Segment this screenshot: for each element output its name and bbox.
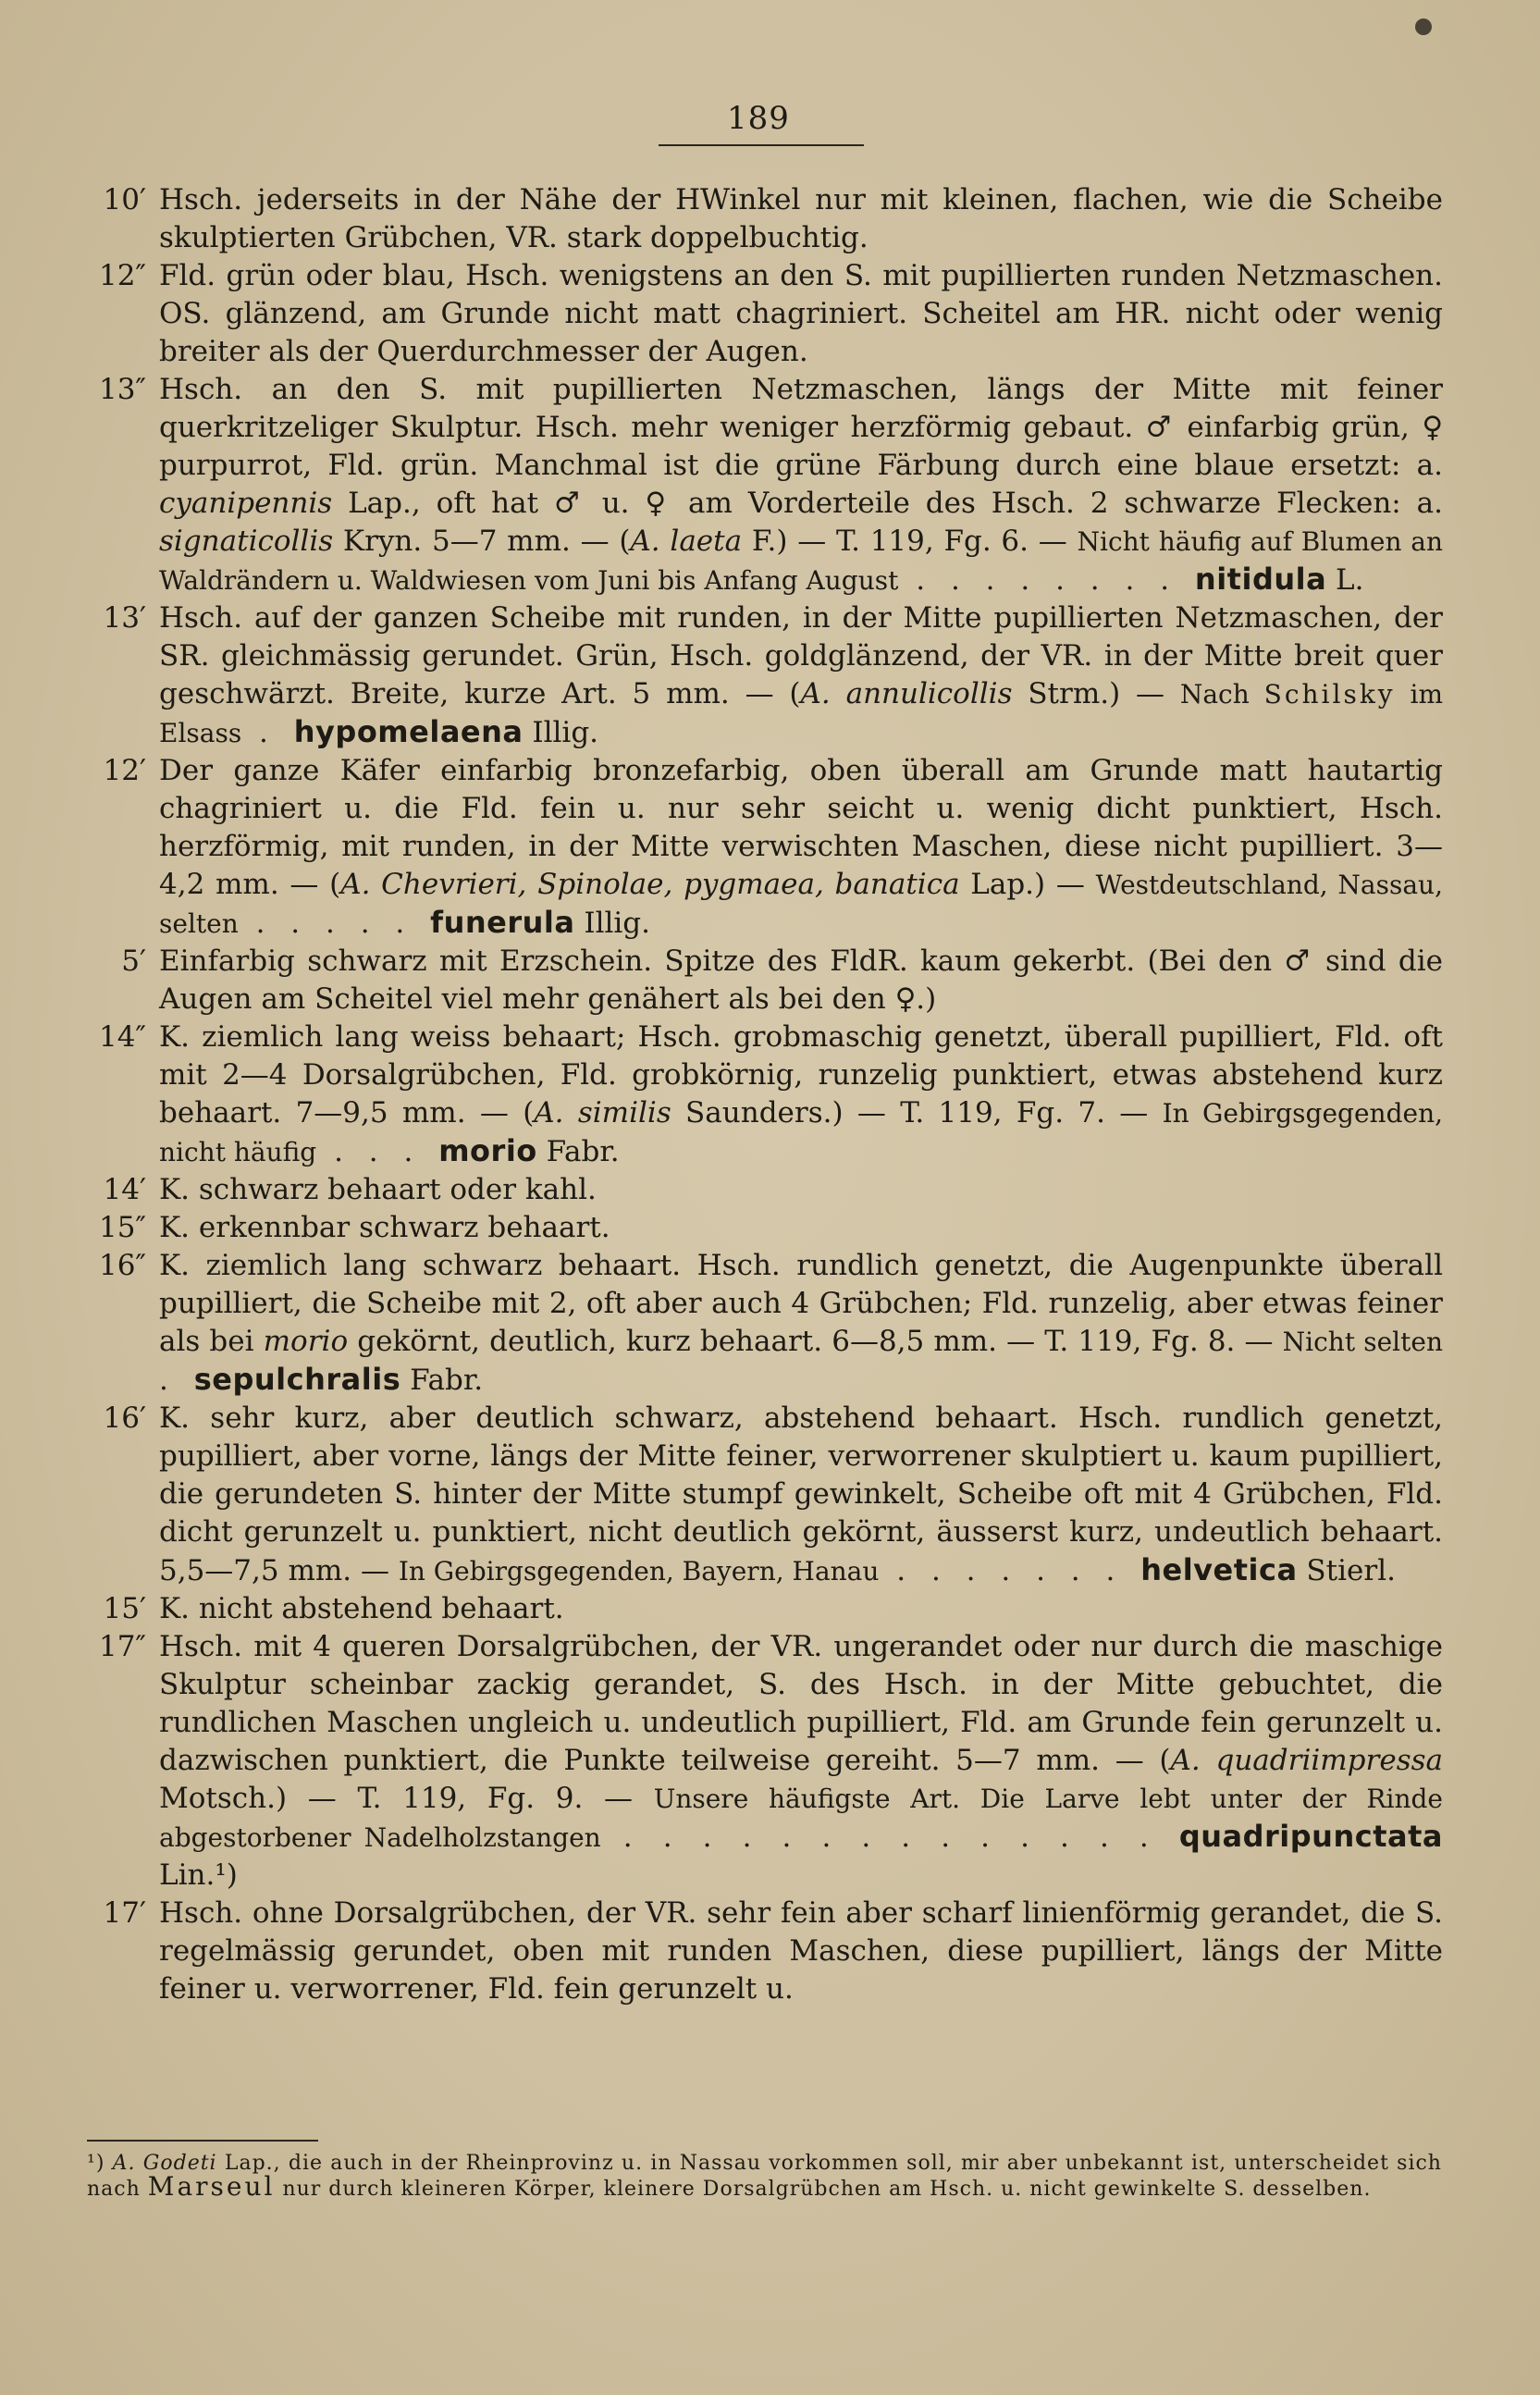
entry-text: Fabr. <box>400 1364 484 1397</box>
entry-text: Hsch. auf der ganzen Scheibe mit runden, in der Mitte pupillierten Netzmaschen, der SR. gleichmässig gerundet. Grün, Hsch. goldglänzend, der VR. in der Mitte breit quer geschwärzt. Breite, kurze Art. 5 mm. — ( <box>159 601 1443 710</box>
entry-text: Der ganze Käfer einfarbig bronzefarbig, oben überall am Grunde matt hautartig chagriniert u. die Fld. fein u. nur sehr seicht u. wenig dicht punktiert, Hsch. herzförmig, mit runden, in der Mitte verwischten Maschen, diese nicht pupilliert. 3—4,2 mm. — ( <box>159 754 1443 901</box>
leader-dots: . . . <box>316 1135 439 1168</box>
key-entry <box>74 1247 1443 1400</box>
entry-number: 14″ <box>98 1020 146 1054</box>
taxon-name: morio <box>263 1325 349 1358</box>
key-entry <box>74 1171 1443 1209</box>
leader-dots: . <box>159 1364 194 1397</box>
entry-text: ¹) <box>87 2152 113 2175</box>
species-name: hypomelaena <box>293 714 524 749</box>
key-entry <box>74 1628 1443 1895</box>
entry-text: K. sehr kurz, aber deutlich schwarz, abstehend behaart. Hsch. rundlich genetzt, pupilliert, aber vorne, längs der Mitte feiner, verworrener skulptiert u. kaum pupilliert, die gerundeten S. hinter der Mitte stumpf gewinkelt, Scheibe oft mit 4 Grübchen, Fld. dicht gerunzelt u. punktiert, nicht deutlich gekörnt, äusserst kurz, undeutlich behaart. 5,5—7,5 mm. — <box>159 1401 1443 1587</box>
taxon-name: A. annulicollis <box>800 677 1013 710</box>
locality-text: Nach <box>1179 679 1264 710</box>
key-entry <box>74 1018 1443 1171</box>
entry-number: 14′ <box>103 1173 146 1206</box>
entry-text: Kryn. 5—7 mm. — ( <box>333 525 631 558</box>
entry-number: 15′ <box>103 1592 146 1625</box>
locality-text: Nicht häufig auf Blumen an Waldrändern u. Waldwiesen vom Juni bis Anfang August <box>159 526 1443 596</box>
entry-text: Lap., die auch in der Rheinprovinz u. in Nassau vorkommen soll, mir aber unbekannt ist, unterscheidet sich nach <box>87 2152 1442 2201</box>
entry-text: Saunders.) — T. 119, Fg. 7. — <box>671 1096 1163 1130</box>
locality-text: Westdeutschland, Nassau, selten <box>159 870 1443 939</box>
locality-text: im Elsass <box>159 679 1444 748</box>
taxon-name: A. Chevrieri, Spinolae, pygmaea, banatica <box>340 868 960 901</box>
entry-number: 12″ <box>98 259 146 292</box>
entry-text: Einfarbig schwarz mit Erzschein. Spitze des FldR. kaum gekerbt. (Bei den ♂ sind die Augen am Scheitel viel mehr genähert als bei den ♀.) <box>159 944 1443 1016</box>
page-number: 189 <box>727 100 790 137</box>
entry-text: K. erkennbar schwarz behaart. <box>159 1211 610 1244</box>
entry-text: K. ziemlich lang weiss behaart; Hsch. grobmaschig genetzt, überall pupilliert, Fld. oft mit 2—4 Dorsalgrübchen, Fld. grobkörnig, runzelig punktiert, etwas abstehend kurz behaart. 7—9,5 mm. — ( <box>159 1020 1443 1130</box>
entry-number: 13″ <box>98 373 146 406</box>
taxon-name: A. Godeti <box>112 2152 217 2175</box>
entry-number: 5′ <box>121 944 146 978</box>
locality-text: In Gebirgsgegenden, Bayern, Hanau <box>398 1556 880 1586</box>
leader-dots: . . . . . <box>238 907 431 940</box>
footnote-rule <box>87 2140 318 2142</box>
leader-dots: . <box>241 716 294 749</box>
key-entry <box>74 257 1443 371</box>
entry-number: 15″ <box>98 1211 146 1244</box>
entry-text: Lin.¹) <box>159 1858 238 1892</box>
identification-key <box>74 181 1443 2008</box>
key-entry <box>74 599 1443 752</box>
locality-text: Nicht selten <box>1282 1327 1443 1357</box>
entry-text: K. schwarz behaart oder kahl. <box>159 1173 597 1206</box>
leader-dots: . . . . . . . . . . . . . . <box>600 1821 1179 1854</box>
taxon-name: A. quadriimpressa <box>1170 1744 1443 1777</box>
species-name: sepulchralis <box>193 1362 401 1397</box>
entry-number: 12′ <box>103 754 146 787</box>
locality-text: In Gebirgsgegenden, nicht häufig <box>159 1098 1443 1167</box>
leader-dots: . . . . . . . . <box>898 563 1195 597</box>
species-name: quadripunctata <box>1178 1819 1443 1854</box>
taxon-name: signaticollis <box>159 525 334 558</box>
key-entry <box>74 371 1443 599</box>
entry-text: gekörnt, deutlich, kurz behaart. 6—8,5 mm. — T. 119, Fg. 8. — <box>348 1325 1283 1358</box>
ink-speck <box>1415 19 1432 35</box>
species-name: nitidula <box>1194 562 1327 597</box>
entry-text: Fld. grün oder blau, Hsch. wenigstens an den S. mit pupillierten runden Netzmaschen. OS. glänzend, am Grunde nicht matt chagriniert. Scheitel am HR. nicht oder wenig breiter als der Querdurchmesser der Augen. <box>159 259 1443 368</box>
key-entry <box>74 1895 1443 2008</box>
key-entry <box>74 1400 1443 1590</box>
entry-number: 16′ <box>103 1401 146 1435</box>
key-entry <box>74 752 1443 943</box>
entry-text: Hsch. mit 4 queren Dorsalgrübchen, der VR. ungerandet oder nur durch die maschige Skulptur scheinbar zackig gerandet, S. des Hsch. in der Mitte gebuchtet, die rundlichen Maschen ungleich u. undeutlich pupilliert, Fld. am Grunde fein gerunzelt u. dazwischen punktiert, die Punkte teilweise gereiht. 5—7 mm. — ( <box>159 1630 1443 1777</box>
taxon-name: A. laeta <box>630 525 743 558</box>
leader-dots: . . . . . . . <box>879 1554 1141 1587</box>
locality-text: Unsere häufigste Art. Die Larve lebt unter der Rinde abgestorbener Nadelholzstangen <box>159 1784 1443 1853</box>
taxon-name: A. similis <box>534 1096 671 1130</box>
entry-text: nur durch kleineren Körper, kleinere Dorsalgrübchen am Hsch. u. nicht gewinkelte S. desselben. <box>275 2178 1372 2201</box>
entry-text: Stierl. <box>1297 1554 1396 1587</box>
entry-text: K. ziemlich lang schwarz behaart. Hsch. rundlich genetzt, die Augenpunkte überall pupilliert, die Scheibe mit 2, oft aber auch 4 Grübchen; Fld. runzelig, aber etwas feiner als bei <box>159 1249 1443 1358</box>
entry-number: 10′ <box>103 183 146 216</box>
entry-text: Lap., oft hat ♂ u. ♀ am Vorderteile des Hsch. 2 schwarze Flecken: a. <box>332 487 1443 520</box>
entry-number: 17″ <box>98 1630 146 1663</box>
entry-number: 13′ <box>103 601 146 635</box>
author-name: Schilsky <box>1263 679 1396 710</box>
entry-text: Fabr. <box>536 1135 620 1168</box>
key-entry <box>74 1209 1443 1247</box>
entry-number: 17′ <box>103 1896 146 1930</box>
key-entry <box>74 1590 1443 1628</box>
entry-text: Hsch. jederseits in der Nähe der HWinkel nur mit kleinen, flachen, wie die Scheibe skulptierten Grübchen, VR. stark doppelbuchtig. <box>159 183 1443 254</box>
entry-text: K. nicht abstehend behaart. <box>159 1592 564 1625</box>
entry-text: Motsch.) — T. 119, Fg. 9. — <box>159 1782 654 1815</box>
key-entry <box>74 943 1443 1018</box>
header-rule <box>659 144 864 146</box>
entry-text: Strm.) — <box>1012 677 1180 710</box>
species-name: helvetica <box>1140 1552 1298 1587</box>
footnote <box>87 2152 1442 2201</box>
entry-text: Illig. <box>523 716 599 749</box>
author-name: Marseul <box>147 2171 276 2202</box>
entry-text: Hsch. ohne Dorsalgrübchen, der VR. sehr fein aber scharf linienförmig gerandet, die S. regelmässig gerundet, oben mit runden Maschen, diese pupilliert, längs der Mitte feiner u. verworrener, Fld. fein gerunzelt u. <box>159 1896 1443 2006</box>
taxon-name: cyanipennis <box>159 487 333 520</box>
entry-text: Lap.) — <box>959 868 1096 901</box>
key-entry <box>74 181 1443 257</box>
species-name: funerula <box>430 905 575 940</box>
species-name: morio <box>438 1133 537 1168</box>
entry-text: L. <box>1326 563 1364 597</box>
entry-text: Hsch. an den S. mit pupillierten Netzmaschen, längs der Mitte mit feiner querkritzeliger Skulptur. Hsch. mehr weniger herzförmig gebaut. ♂ einfarbig grün, ♀ purpurrot, Fld. grün. Manchmal ist die grüne Färbung durch eine blaue ersetzt: a. <box>159 373 1443 482</box>
entry-text: Illig. <box>574 907 651 940</box>
entry-number: 16″ <box>98 1249 146 1282</box>
entry-text: F.) — T. 119, Fg. 6. — <box>742 525 1078 558</box>
